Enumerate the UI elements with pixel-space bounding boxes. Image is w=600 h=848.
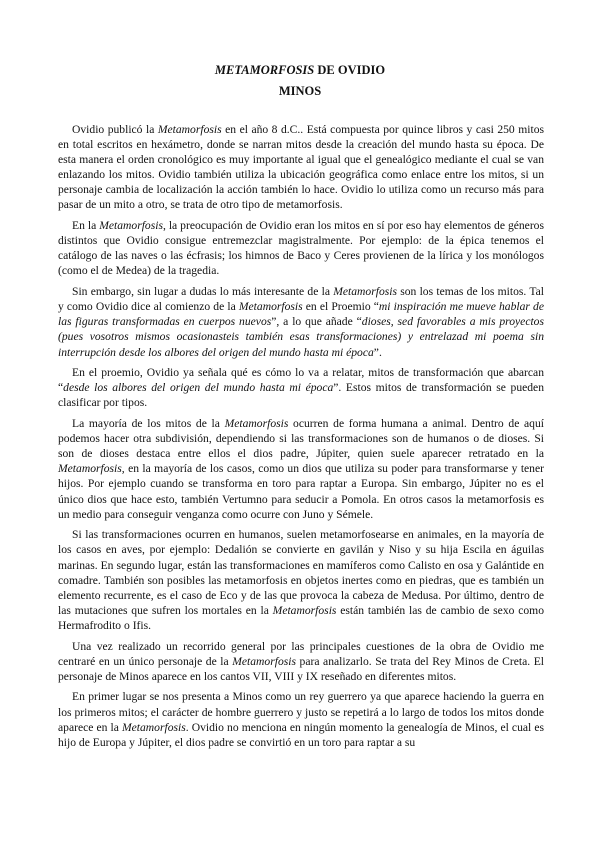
- paragraph: [58, 639, 544, 684]
- paragraph: [58, 689, 544, 749]
- paragraph: [58, 527, 544, 633]
- document-subtitle: MINOS: [278, 84, 322, 98]
- paragraph: [58, 284, 544, 359]
- body-text: [58, 122, 544, 750]
- text-run: En el proemio, Ovidio ya señala qué es cómo lo va a relatar, mitos de transformación que abarcan “: [58, 366, 544, 395]
- italic-run: mi inspiración me mueve hablar de las figuras transformadas en cuerpos nuevos: [58, 300, 544, 329]
- text-run: ”, a lo que añade “: [271, 315, 362, 329]
- text-run: . Ovidio no menciona en ningún momento la genealogía de Minos, el cual es hijo de Europa y Júpiter, el dios padre se convirtió en un toro para raptar a su: [58, 720, 544, 749]
- title-italic: METAMORFOSIS: [214, 63, 315, 77]
- text-run: ”.: [373, 345, 382, 359]
- text-run: En la: [72, 219, 100, 233]
- italic-run: Metamorfosis: [232, 654, 296, 668]
- italic-run: Metamorfosis: [238, 300, 303, 314]
- text-run: Sin embargo, sin lugar a dudas lo más interesante de la: [72, 285, 334, 299]
- italic-run: desde los albores del origen del mundo hasta mi época: [63, 381, 334, 395]
- italic-run: Metamorfosis,: [58, 462, 125, 476]
- paragraph: [58, 365, 544, 410]
- text-run: ”. Estos mitos de transformación se pueden clasificar por tipos.: [58, 381, 544, 410]
- italic-run: Metamorfosis: [99, 219, 163, 233]
- italic-run: Metamorfosis: [157, 123, 222, 136]
- italic-run: dioses, sed favorables a mis proyectos (pues vosotros mismos ocasionasteis también esas transformaciones) y entrelazad mi poema sin interrupción desde los albores del origen del mundo hasta mi época: [58, 315, 544, 359]
- italic-run: Metamorfosis: [272, 603, 337, 617]
- text-run: en el año 8 d.C.. Está compuesta por quince libros y casi 250 mitos en total escritos en hexámetro, donde se narran mitos desde la creación del mundo hasta su época. De esta manera el orden cronológico es muy importante al igual que el genealógico mediante el cual se van enlazando los mitos. Ovidio también utiliza la ubicación geográfica como enlace entre los mitos, si un personaje cambia de localización la acción también lo hace. Ovidio lo utiliza como un recurso más para pasar de un mito a otro, se trata de otro tipo de metamorfosis.: [58, 123, 545, 212]
- text-run: En primer lugar se nos presenta a Minos como un rey guerrero ya que aparece haciendo la guerra en los primeros mitos; el carácter de hombre guerrero y justo se repetirá a lo largo de todos los mitos donde aparece en la: [58, 690, 544, 734]
- italic-run: Metamorfosis: [333, 285, 397, 299]
- text-run: en el Proemio “: [302, 300, 379, 314]
- text-run: son los temas de los mitos. Tal y como Ovidio dice al comienzo de la: [58, 285, 544, 314]
- text-run: La mayoría de los mitos de la: [72, 417, 225, 431]
- paragraph: [58, 122, 544, 213]
- text-run: Si las transformaciones ocurren en humanos, suelen metamorfosearse en animales, en la mayoría de los casos en aves, por ejemplo: Dedalión se convierte en gavilán y Niso y su hija Escila en águilas marinas. En segundo lugar, están las transformaciones en mamíferos como Calisto en osa y Galántide en comadre. También son posibles las metamorfosis en objetos inertes como en piedras, que es también un elemento recurrente, es el caso de Eco y de las que provoca la cabeza de Medusa. Por último, dentro de las mutaciones que sufren los mortales en la: [58, 528, 544, 617]
- title-rest: DE OVIDIO: [314, 63, 386, 77]
- text-run: para analizarlo. Se trata del Rey Minos de Creta. El personaje de Minos aparece en los cantos VII, VIII y IX reseñado en diferentes mitos.: [58, 654, 545, 683]
- text-run: Una vez realizado un recorrido general por las principales cuestiones de la obra de Ovidio me centraré en un único personaje de la: [58, 639, 544, 668]
- italic-run: Metamorfosis: [121, 720, 186, 734]
- text-run: Ovidio publicó la: [72, 123, 158, 136]
- paragraph: [58, 218, 544, 278]
- text-run: , la preocupación de Ovidio eran los mitos en sí por eso hay elementos de géneros distintos que Ovidio consigue entremezclar magistralmente. Por ejemplo: de la épica tenemos el catálogo de las naves o las écfrasis; los himnos de Baco y Ceres provienen de la lírica y los monólogos (como el de Medea) de la tragedia.: [58, 219, 544, 278]
- text-run: ocurren de forma humana a animal. Dentro de aquí podemos hacer otra subdivisión, dependiendo si las transformaciones son de humanos o de dioses. Si son de dioses destaca entre ellos el dios padre, Júpiter, quien suele aparecer retratado en la: [58, 417, 544, 461]
- document-title: [0, 63, 600, 77]
- text-run: están también las de cambio de sexo como Hermafrodito o Ifis.: [58, 603, 544, 632]
- text-run: en la mayoría de los casos, como un dios que utiliza su poder para transformarse y tener hijos. Por ejemplo cuando se transforma en toro para raptar a Europa. Sin embargo, Júpiter no es el único dios que hace esto, también Vertumno para seducir a Pomola. En otros casos la metamorfosis es un medio para conseguir venganza como ocurre con Juno y Sémele.: [58, 462, 544, 521]
- paragraph: [58, 416, 544, 522]
- italic-run: Metamorfosis: [224, 417, 289, 431]
